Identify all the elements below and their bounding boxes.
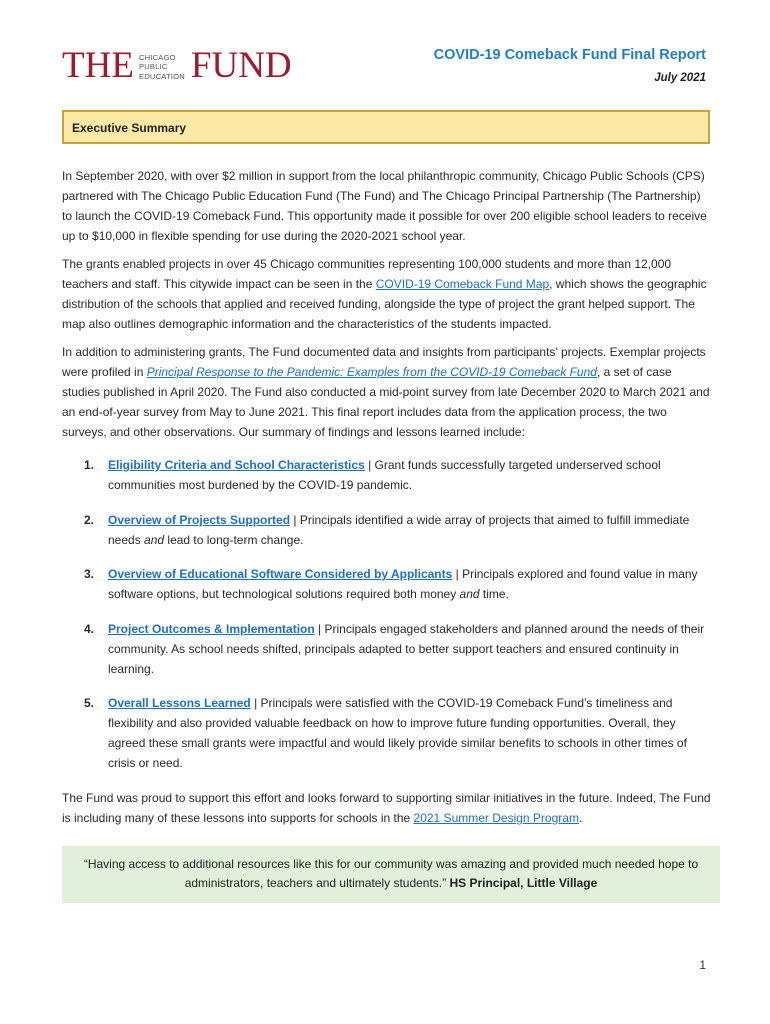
impact-paragraph	[62, 254, 712, 334]
logo-line-2: PUBLIC	[138, 62, 168, 72]
finding-desc: | Principals explored and found value in many software options, but technological solutions required both money	[108, 567, 698, 601]
logo-small-text	[139, 53, 185, 81]
comeback-fund-map-link[interactable]: COVID-19 Comeback Fund Map	[375, 277, 550, 291]
finding-emphasis: and	[144, 533, 165, 547]
impact-text-after: , which shows the geographic distribution of the schools that applied and received funding, alongside the type of project the grant helped support. The map also outlines demographic information and the characteristics of the students impacted.	[62, 277, 707, 331]
finding-number: 5.	[84, 696, 95, 710]
principal-response-link[interactable]: Principal Response to the Pandemic: Examples from the COVID-19 Comeback Fund	[146, 365, 597, 379]
finding-text	[108, 510, 708, 550]
finding-desc: | Principals were satisfied with the COVID-19 Comeback Fund’s timeliness and flexibility and also provided valuable feedback on how to improve future funding opportunities. Overall, they agreed these small grants were impactful and would likely provide similar benefits to schools in other times of crisis or need.	[108, 696, 687, 770]
finding-number: 2.	[84, 513, 95, 527]
report-date: July 2021	[654, 72, 706, 84]
finding-desc-end: time.	[479, 587, 509, 601]
finding-desc: | Principals engaged stakeholders and planned around the needs of their community. As school needs shifted, principals adapted to better support teachers and ensured continuity in learning.	[108, 622, 705, 676]
finding-text	[108, 619, 708, 679]
quote-text: “Having access to additional resources like this for our community was amazing and provided much needed hope to administrators, teachers and ultimately students.”	[83, 857, 699, 890]
finding-link-lessons[interactable]: Overall Lessons Learned	[108, 696, 251, 710]
closing-paragraph	[62, 788, 712, 828]
documentation-text-after: , a set of case studies published in April 2020. The Fund also conducted a mid-point survey from late December 2020 to March 2021 and an end-of-year survey from May to June 2021. This final report includes data from the application process, the two surveys, and other observations. Our summary of findings and lessons learned include:	[62, 365, 710, 439]
finding-text	[108, 693, 708, 773]
finding-link-eligibility[interactable]: Eligibility Criteria and School Characteristics	[108, 458, 365, 472]
finding-text	[108, 455, 708, 495]
logo-the: THE	[62, 45, 134, 86]
finding-link-outcomes[interactable]: Project Outcomes & Implementation	[108, 622, 315, 636]
page-number: 1	[699, 958, 706, 972]
finding-text	[108, 564, 708, 604]
finding-number: 1.	[84, 458, 95, 472]
closing-text-before: The Fund was proud to support this effort and looks forward to supporting similar initiatives in the future. Indeed, The Fund is including many of these lessons into supports for schools in the	[62, 791, 711, 825]
documentation-text-before: In addition to administering grants, The Fund documented data and insights from participants’ projects. Exemplar projects were profiled in	[62, 345, 706, 379]
finding-number: 3.	[84, 567, 95, 581]
impact-text-before: The grants enabled projects in over 45 Chicago communities representing 100,000 students and more than 12,000 teachers and staff. This citywide impact can be seen in the	[62, 257, 672, 291]
logo-line-1: CHICAGO	[138, 52, 176, 62]
summer-design-program-link[interactable]: 2021 Summer Design Program	[413, 811, 579, 825]
executive-summary-heading: Executive Summary	[72, 121, 187, 135]
finding-desc: | Principals identified a wide array of projects that aimed to fulfill immediate needs	[108, 513, 690, 547]
intro-paragraph: In September 2020, with over $2 million in support from the local philanthropic community, Chicago Public Schools (CPS) partnered with The Chicago Public Education Fund (The Fund) and The Chicago Principal Partnership (The Partnership) to launch the COVID-19 Comeback Fund. This opportunity made it possible for over 200 eligible school leaders to receive up to $10,000 in flexible spending for use during the 2020-2021 school year.	[62, 169, 707, 243]
fund-logo	[62, 44, 292, 84]
principal-quote-box	[62, 846, 720, 903]
finding-desc: | Grant funds successfully targeted underserved school communities most burdened by the COVID-19 pandemic.	[108, 458, 661, 492]
documentation-paragraph	[62, 342, 712, 442]
quote-attribution: HS Principal, Little Village	[449, 876, 598, 890]
report-title: COVID-19 Comeback Fund Final Report	[433, 47, 706, 63]
finding-emphasis: and	[459, 587, 480, 601]
executive-summary-box	[62, 110, 710, 144]
finding-link-software[interactable]: Overview of Educational Software Considered by Applicants	[108, 567, 453, 581]
finding-link-projects[interactable]: Overview of Projects Supported	[108, 513, 291, 527]
closing-text-after: .	[578, 811, 583, 825]
finding-desc-end: lead to long-term change.	[164, 533, 304, 547]
logo-line-3: EDUCATION	[138, 71, 185, 81]
finding-number: 4.	[84, 622, 95, 636]
logo-fund: FUND	[190, 45, 292, 86]
